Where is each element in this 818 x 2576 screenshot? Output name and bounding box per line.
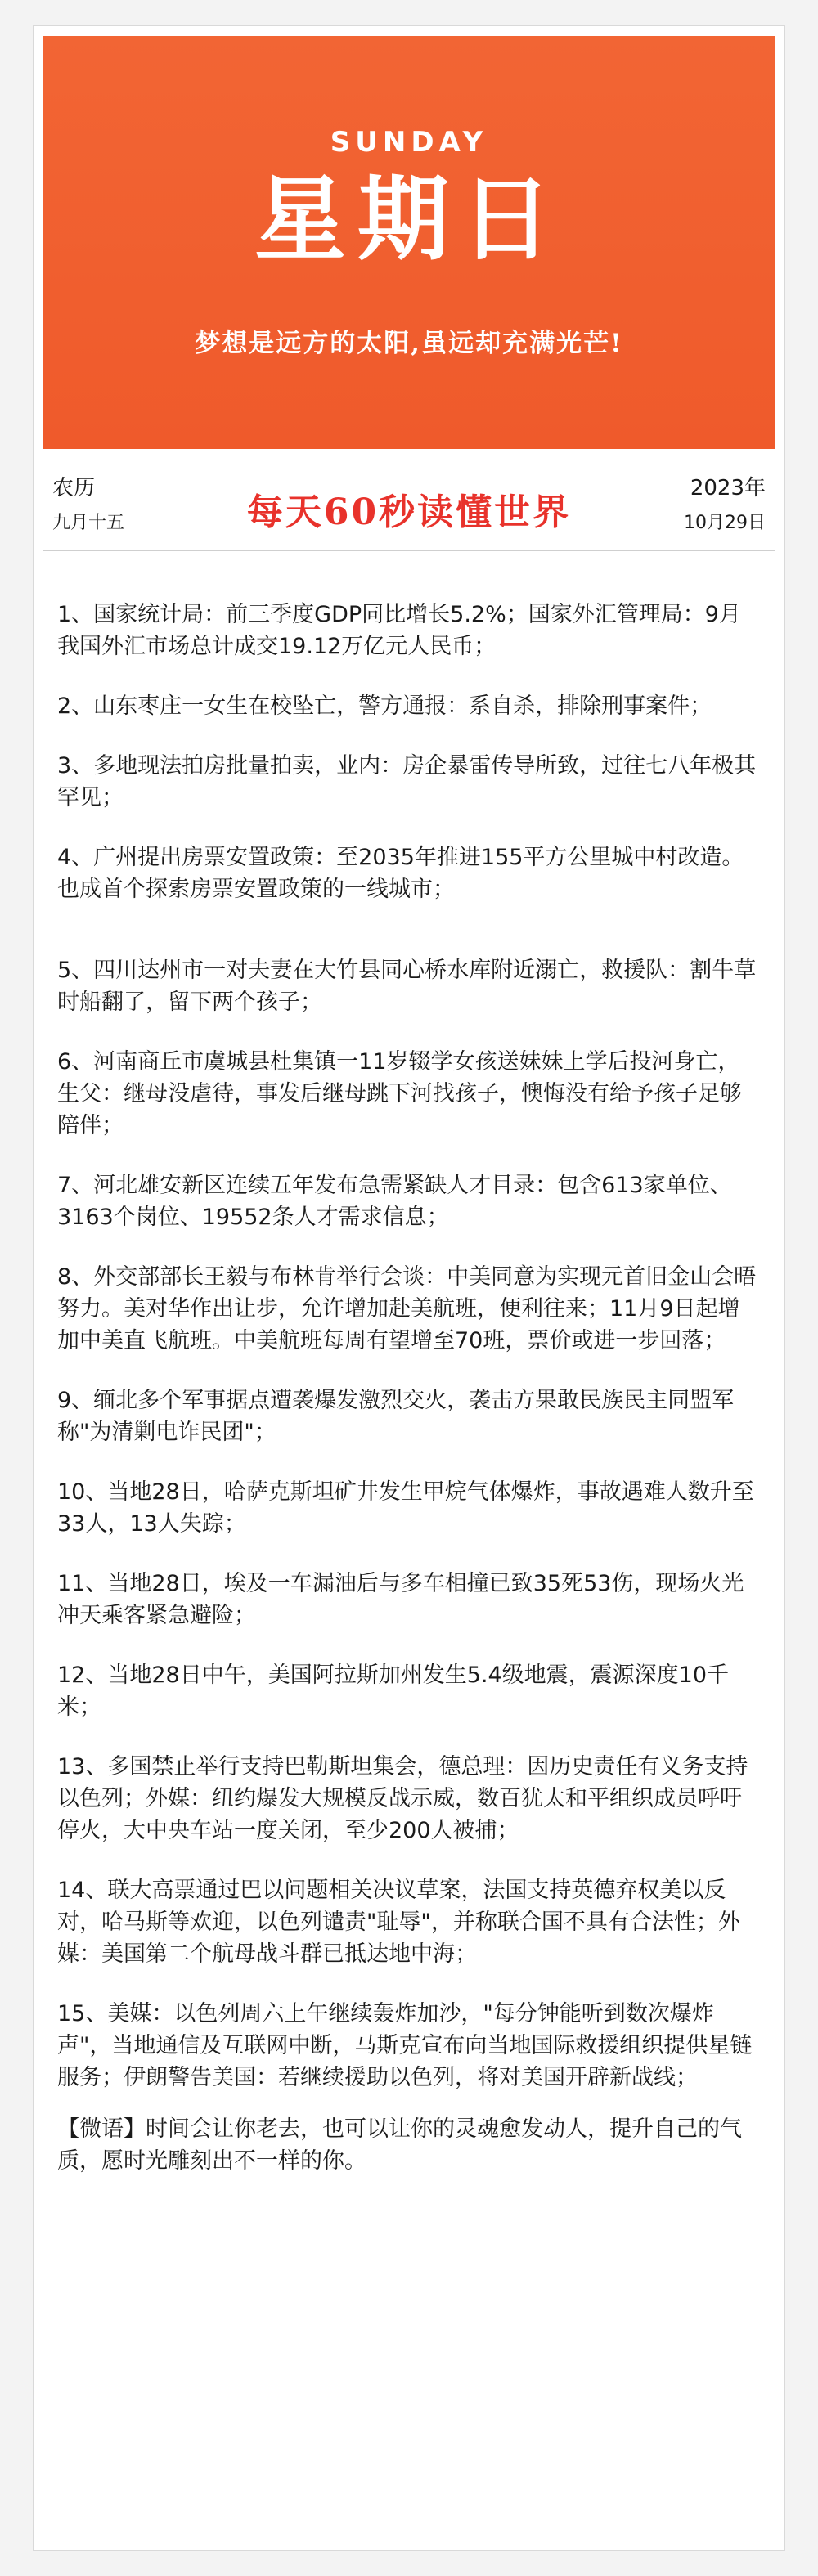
date-bar bbox=[43, 468, 775, 541]
page-title: 每天60秒读懂世界 bbox=[246, 491, 572, 533]
slogan: 梦想是远方的太阳,虽远却充满光芒! bbox=[195, 329, 623, 358]
weekday-chinese: 星期日 bbox=[254, 167, 564, 273]
month-day: 10月29日 bbox=[684, 513, 766, 533]
header-banner bbox=[43, 36, 775, 449]
news-item: 14、联大高票通过巴以问题相关决议草案，法国支持英德弃权美以反对，哈马斯等欢迎，以色列谴责"耻辱"，并称联合国不具有合法性；外媒：美国第二个航母战斗群已抵达地中海； bbox=[57, 1878, 740, 1967]
news-item: 2、山东枣庄一女生在校坠亡，警方通报：系自杀，排除刑事案件； bbox=[57, 693, 712, 719]
news-item: 8、外交部部长王毅与布林肯举行会谈：中美同意为实现元首旧金山会晤努力。美对华作出让步，允许增加赴美航班，便利往来；11月9日起增加中美直飞航班。中美航班每周有望增至70班，票价或进一步回落； bbox=[57, 1264, 757, 1353]
news-item: 10、当地28日，哈萨克斯坦矿井发生甲烷气体爆炸，事故遇难人数升至33人，13人失踪； bbox=[57, 1479, 754, 1537]
lunar-date: 九月十五 bbox=[52, 513, 125, 533]
year: 2023年 bbox=[690, 476, 766, 500]
news-item: 12、当地28日中午，美国阿拉斯加州发生5.4级地震，震源深度10千米； bbox=[57, 1663, 730, 1720]
news-item: 5、四川达州市一对夫妻在大竹县同心桥水库附近溺亡，救援队：割牛草时船翻了，留下两个孩子； bbox=[57, 958, 757, 1015]
news-item: 13、多国禁止举行支持巴勒斯坦集会，德总理：因历史责任有义务支持以色列；外媒：纽约爆发大规模反战示威，数百犹太和平组织成员呼吁停火，大中央车站一度关闭，至少200人被捕； bbox=[57, 1754, 748, 1843]
weekday-english: SUNDAY bbox=[330, 126, 488, 159]
news-item: 15、美媒：以色列周六上午继续轰炸加沙，"每分钟能听到数次爆炸声"，当地通信及互联网中断，马斯克宣布向当地国际救援组织提供星链服务；伊朗警告美国：若继续援助以色列，将对美国开辟新战线； bbox=[57, 2001, 753, 2090]
daily-quote: 【微语】时间会让你老去，也可以让你的灵魂愈发动人，提升自己的气质，愿时光雕刻出不一样的你。 bbox=[57, 2116, 742, 2174]
news-item: 7、河北雄安新区连续五年发布急需紧缺人才目录：包含613家单位、3163个岗位、19552条人才需求信息； bbox=[57, 1173, 732, 1230]
news-item: 3、多地现法拍房批量拍卖，业内：房企暴雷传导所致，过往七八年极其罕见； bbox=[57, 753, 757, 810]
divider bbox=[43, 550, 775, 551]
news-item: 1、国家统计局：前三季度GDP同比增长5.2%；国家外汇管理局：9月我国外汇市场总计成交19.12万亿元人民币； bbox=[57, 602, 741, 659]
page-card bbox=[33, 25, 785, 2551]
news-item: 6、河南商丘市虞城县杜集镇一11岁辍学女孩送妹妹上学后投河身亡，生父：继母没虐待，事发后继母跳下河找孩子，懊悔没有给予孩子足够陪伴； bbox=[57, 1049, 742, 1138]
lunar-label: 农历 bbox=[52, 476, 96, 500]
news-item: 11、当地28日，埃及一车漏油后与多车相撞已致35死53伤，现场火光冲天乘客紧急避险； bbox=[57, 1571, 744, 1628]
news-item: 9、缅北多个军事据点遭袭爆发激烈交火，袭击方果敢民族民主同盟军称"为清剿电诈民团"； bbox=[57, 1388, 735, 1445]
news-item: 4、广州提出房票安置政策：至2035年推进155平方公里城中村改造。也成首个探索房票安置政策的一线城市； bbox=[57, 845, 744, 902]
news-list bbox=[57, 599, 761, 2205]
